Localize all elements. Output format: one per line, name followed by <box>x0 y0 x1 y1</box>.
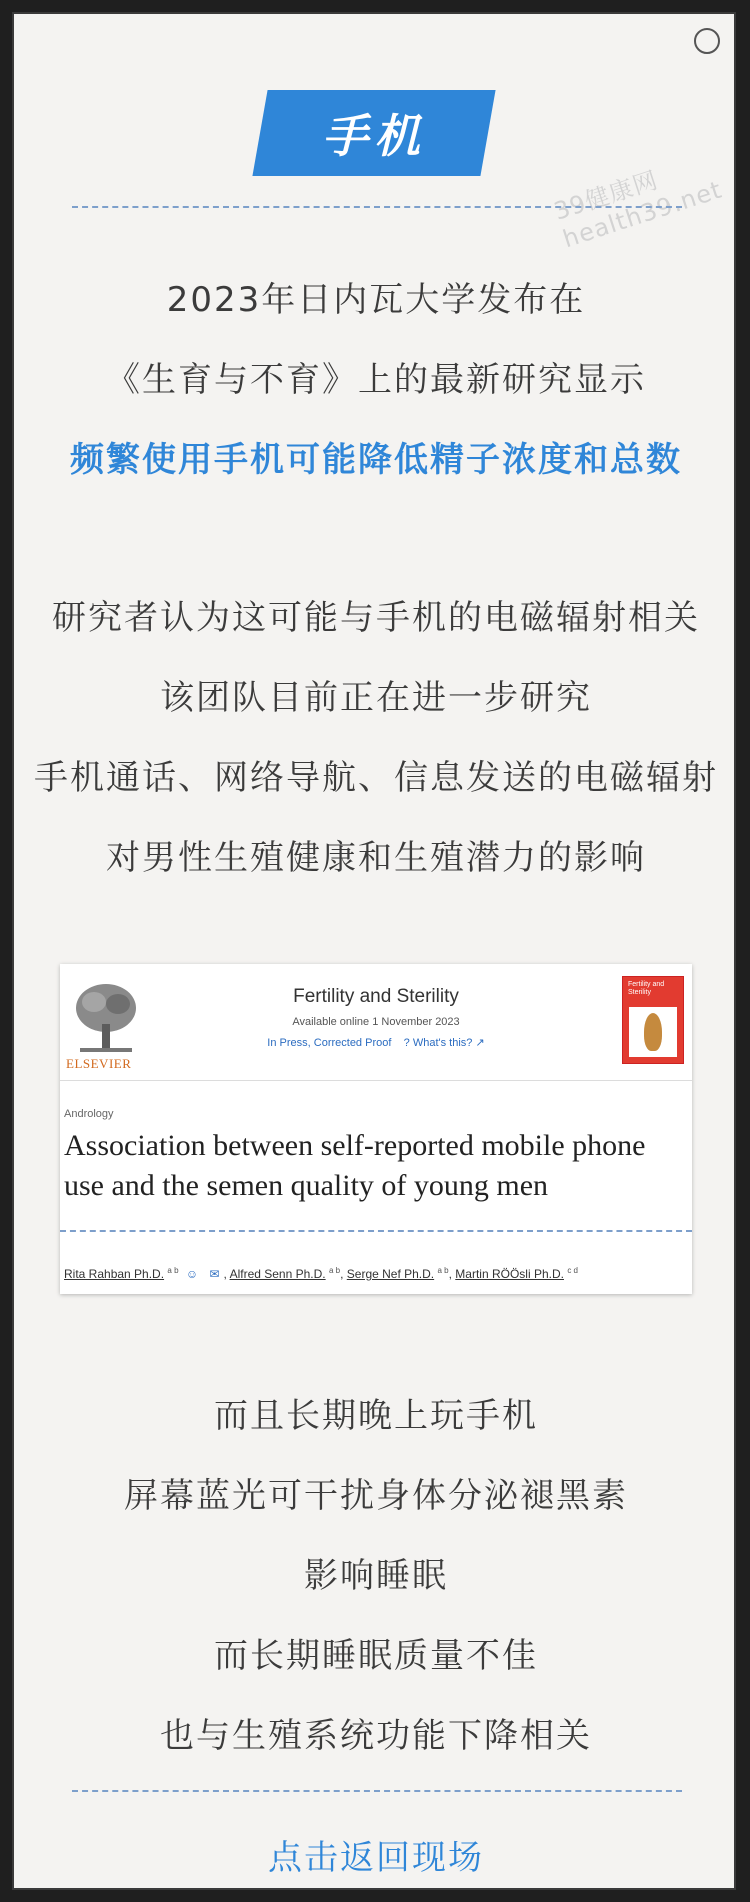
author-2-affil: a b <box>328 1266 341 1275</box>
author-4-affil: c d <box>567 1266 578 1275</box>
author-list: Rita Rahban Ph.D. $^{a b}$ ☺ ✉ , Alfred Senn Ph.D. $^{a b}$, Serge Nef Ph.D. $^{a b}$, Martin RÖÖsli Ph.D. $^{c d}$ <box>64 1266 578 1281</box>
research-line-4: 对男性生殖健康和生殖潜力的影响 <box>106 838 646 878</box>
sleep-line-4: 而长期睡眠质量不佳 <box>214 1636 538 1676</box>
external-link-icon: ↗ <box>475 1037 485 1049</box>
research-line-1: 研究者认为这可能与手机的电磁辐射相关 <box>52 598 700 638</box>
person-icon: ☺ <box>185 1267 199 1281</box>
publisher-name: ELSEVIER <box>66 1056 132 1071</box>
press-status-label: In Press, Corrected Proof <box>267 1037 392 1049</box>
intro-line-1: 2023年日内瓦大学发布在 <box>166 280 586 320</box>
article-title: Association between self-reported mobile phone use and the semen quality of young men <box>64 1129 646 1202</box>
email-icon[interactable]: ✉ <box>209 1267 220 1281</box>
press-status <box>60 1036 692 1049</box>
whats-this-link[interactable]: What's this? <box>412 1037 473 1049</box>
author-3[interactable]: Serge Nef Ph.D. <box>346 1267 435 1281</box>
article-category: Andrology <box>64 1108 114 1120</box>
watermark: 39健康网 health39.net <box>550 165 726 254</box>
sleep-line-5: 也与生殖系统功能下降相关 <box>160 1716 592 1756</box>
divider-top <box>72 206 682 208</box>
sleep-line-2: 屏幕蓝光可干扰身体分泌褪黑素 <box>124 1476 628 1516</box>
research-line-3: 手机通话、网络导航、信息发送的电磁辐射 <box>34 758 718 798</box>
available-online: Available online 1 November 2023 <box>292 1016 460 1028</box>
author-4[interactable]: Martin RÖÖsli Ph.D. <box>455 1267 564 1281</box>
journal-cover <box>622 976 684 1064</box>
back-to-live-link[interactable]: 点击返回现场 <box>268 1838 484 1878</box>
author-3-affil: a b <box>437 1266 449 1275</box>
intro-line-2: 《生育与不育》上的最新研究显示 <box>106 360 646 400</box>
circle-icon <box>694 28 720 54</box>
intro-highlight: 频繁使用手机可能降低精子浓度和总数 <box>70 440 682 480</box>
divider-bottom <box>72 1790 682 1792</box>
paper-screenshot <box>60 964 692 1294</box>
banner-title: 手机 <box>322 109 426 163</box>
paper-dash-divider <box>60 1230 692 1232</box>
author-1-affil: a b <box>167 1266 179 1275</box>
author-1[interactable]: Rita Rahban Ph.D. <box>64 1267 165 1281</box>
paper-divider <box>60 1080 692 1081</box>
sleep-line-3: 影响睡眠 <box>304 1556 448 1596</box>
author-2[interactable]: Alfred Senn Ph.D. <box>229 1267 326 1281</box>
article-frame <box>12 12 736 1890</box>
venus-figure-icon <box>644 1013 662 1051</box>
question-icon: ? <box>403 1037 410 1049</box>
cover-image <box>629 1007 677 1057</box>
journal-title: Fertility and Sterility <box>293 986 459 1007</box>
research-line-2: 该团队目前正在进一步研究 <box>160 678 592 718</box>
sleep-line-1: 而且长期晚上玩手机 <box>214 1396 538 1436</box>
cover-text: Fertility and Sterility <box>628 981 665 996</box>
